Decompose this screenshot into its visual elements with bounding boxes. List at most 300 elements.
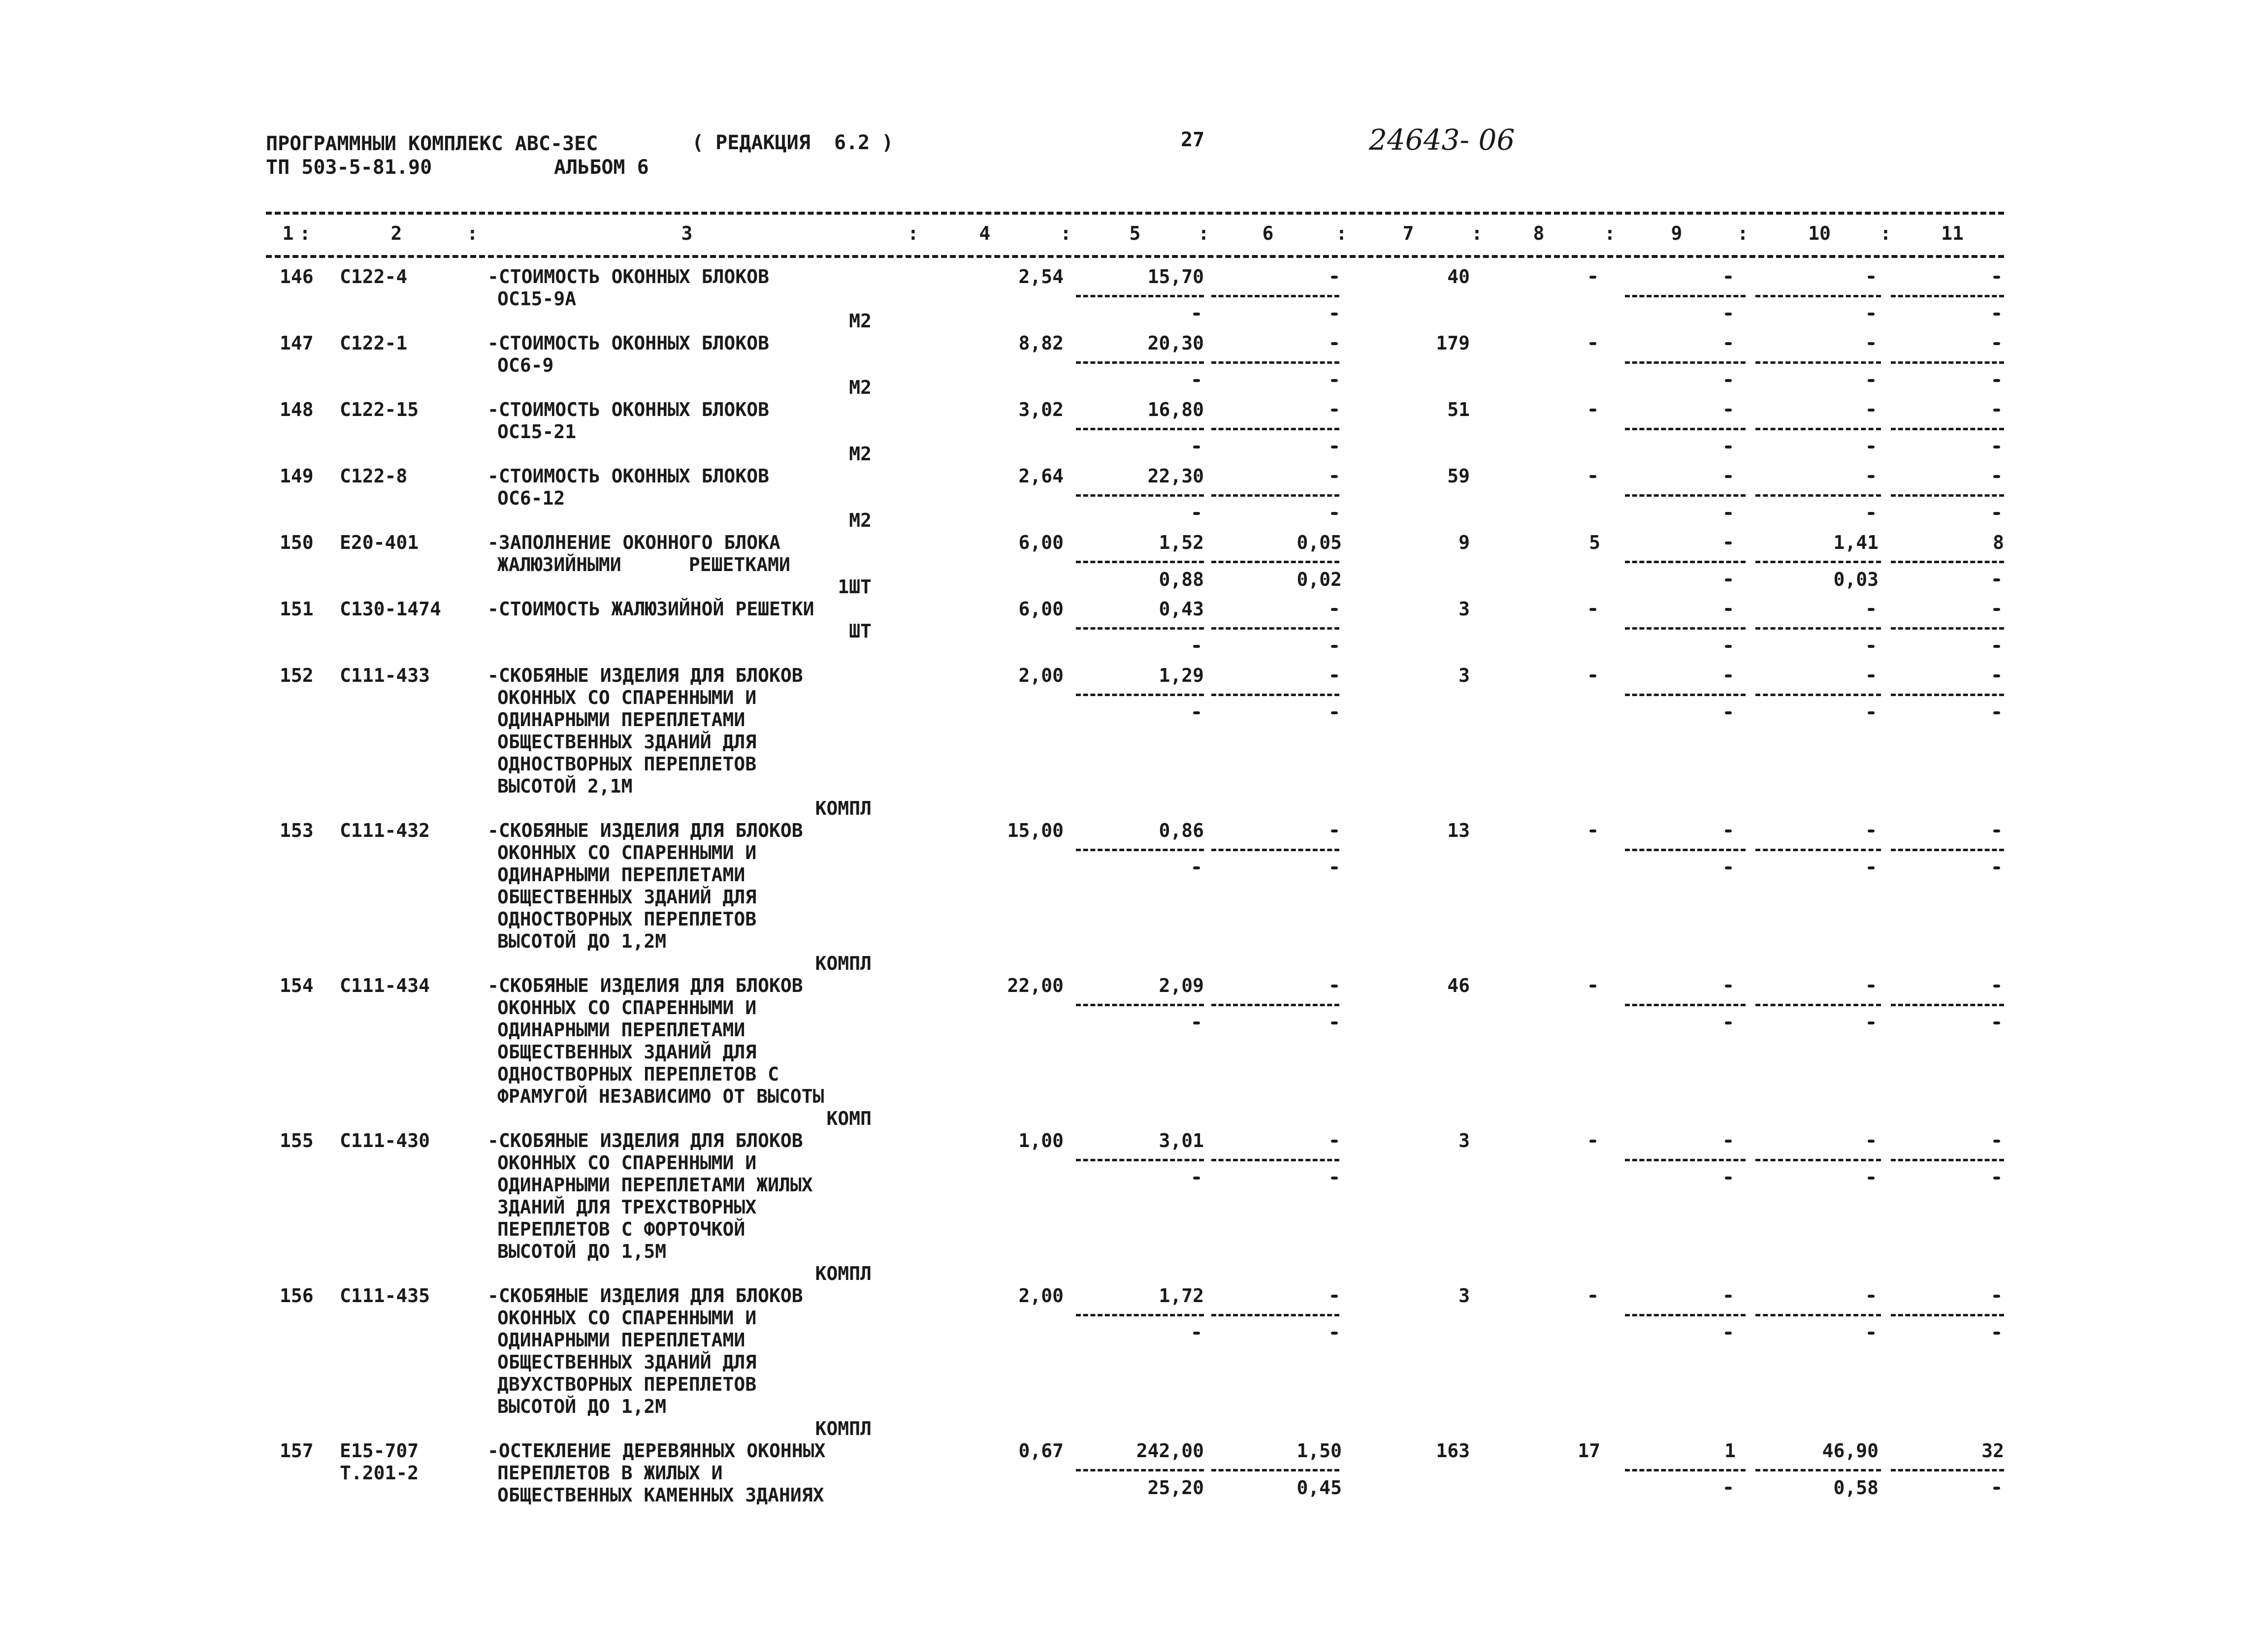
- row-description: -СКОБЯНЫЕ ИЗДЕЛИЯ ДЛЯ БЛОКОВ: [487, 975, 803, 996]
- dash-mark: [1589, 985, 1596, 988]
- dash-mark: [1331, 276, 1338, 279]
- dash-mark: [1725, 276, 1732, 279]
- cell-c11: 8: [1993, 532, 2004, 553]
- cell-rule: [1625, 849, 1746, 851]
- row-description: ОДИНАРНЫМИ ПЕРЕПЛЕТАМИ: [497, 864, 745, 886]
- cell-rule: [1755, 1469, 1881, 1471]
- row-number: 149: [280, 465, 314, 487]
- cell-c5: 1,29: [1159, 665, 1204, 686]
- cell-c7: 40: [1447, 266, 1470, 287]
- row-description: ОКОННЫХ СО СПАРЕННЫМИ И: [497, 1152, 757, 1174]
- cell-rule: [1891, 1469, 2004, 1471]
- column-header-2: 2: [390, 223, 402, 244]
- cell-rule: [1625, 1469, 1746, 1471]
- dash-mark: [1589, 1140, 1596, 1143]
- cell-rule: [1755, 694, 1881, 696]
- row-description: ОКОННЫХ СО СПАРЕННЫМИ И: [497, 842, 757, 863]
- column-separator: :: [1604, 223, 1616, 244]
- cell-c7: 59: [1447, 465, 1470, 487]
- dash-mark: [1993, 409, 2000, 412]
- row-description: ОКОННЫХ СО СПАРЕННЫМИ И: [497, 997, 757, 1019]
- dash-mark: [1331, 645, 1338, 648]
- dash-mark: [1993, 645, 2000, 648]
- row-code: С122-4: [340, 266, 408, 287]
- dash-mark: [1331, 446, 1338, 448]
- cell-rule: [1076, 361, 1204, 364]
- row-description: ОС15-9А: [497, 288, 577, 310]
- row-description: ФРАМУГОЙ НЕЗАВИСИМО ОТ ВЫСОТЫ: [497, 1085, 824, 1107]
- cell-rule: [1891, 561, 2004, 563]
- dash-mark: [1725, 645, 1732, 648]
- cell-c6b: 0,02: [1296, 569, 1342, 590]
- dash-mark: [1725, 1295, 1732, 1298]
- dash-mark: [1331, 379, 1338, 382]
- row-description: -ОСТЕКЛЕНИЕ ДЕРЕВЯННЫХ ОКОННЫХ: [487, 1440, 826, 1462]
- row-code: С122-8: [340, 465, 408, 487]
- dash-mark: [1993, 985, 2000, 988]
- cell-c7: 3: [1458, 598, 1470, 620]
- cell-c5: 242,00: [1136, 1440, 1204, 1462]
- cell-c4: 6,00: [1018, 598, 1064, 620]
- cell-rule: [1211, 849, 1339, 851]
- row-number: 148: [280, 399, 314, 420]
- dash-mark: [1725, 674, 1732, 677]
- dash-mark: [1725, 866, 1732, 869]
- dash-mark: [1868, 475, 1875, 478]
- dash-mark: [1868, 674, 1875, 677]
- cell-rule: [1076, 1469, 1204, 1471]
- cell-c9: 1: [1724, 1440, 1736, 1462]
- cell-rule: [1076, 1314, 1204, 1316]
- dash-mark: [1331, 830, 1338, 832]
- dash-mark: [1993, 512, 2000, 515]
- row-description: -СТОИМОСТЬ ОКОННЫХ БЛОКОВ: [487, 332, 769, 354]
- cell-c6: 1,50: [1296, 1440, 1342, 1462]
- dash-mark: [1331, 342, 1338, 345]
- dash-mark: [1868, 379, 1875, 382]
- row-description: -СКОБЯНЫЕ ИЗДЕЛИЯ ДЛЯ БЛОКОВ: [487, 665, 803, 686]
- cell-rule: [1211, 1159, 1339, 1161]
- cell-c7: 163: [1436, 1440, 1470, 1462]
- dash-mark: [1725, 542, 1732, 544]
- cell-c5: 1,72: [1159, 1285, 1204, 1307]
- cell-rule: [1891, 1004, 2004, 1006]
- cell-c10b: 0,03: [1833, 569, 1879, 590]
- column-header-6: 6: [1262, 223, 1274, 244]
- cell-rule: [1891, 1159, 2004, 1161]
- dash-mark: [1868, 1021, 1875, 1024]
- cell-c6b: 0,45: [1296, 1477, 1342, 1499]
- row-unit: 1ШТ: [838, 576, 872, 598]
- cell-c7: 46: [1447, 975, 1470, 996]
- dash-mark: [1193, 866, 1200, 869]
- dash-mark: [1725, 313, 1732, 316]
- column-header-10: 10: [1808, 223, 1831, 244]
- cell-c10b: 0,58: [1833, 1477, 1879, 1499]
- row-description: -СКОБЯНЫЕ ИЗДЕЛИЯ ДЛЯ БЛОКОВ: [487, 1285, 803, 1307]
- dash-mark: [1589, 674, 1596, 677]
- dash-mark: [1725, 1332, 1732, 1335]
- dash-mark: [1868, 1140, 1875, 1143]
- row-unit: М2: [849, 510, 872, 531]
- row-number: 152: [280, 665, 314, 686]
- row-description: ОКОННЫХ СО СПАРЕННЫМИ И: [497, 687, 757, 708]
- dash-mark: [1589, 276, 1596, 279]
- row-code: С111-434: [340, 975, 430, 996]
- row-code: С111-433: [340, 665, 430, 686]
- cell-c7: 3: [1458, 1130, 1470, 1151]
- column-separator: :: [467, 223, 478, 244]
- dash-mark: [1868, 608, 1875, 611]
- row-unit: М2: [849, 310, 872, 332]
- cell-c5: 1,52: [1159, 532, 1204, 553]
- row-unit: М2: [849, 443, 872, 465]
- cell-c4: 8,82: [1018, 332, 1064, 354]
- dash-mark: [1868, 446, 1875, 448]
- row-description: ОДИНАРНЫМИ ПЕРЕПЛЕТАМИ: [497, 709, 745, 731]
- dash-mark: [1868, 711, 1875, 714]
- row-code: С111-435: [340, 1285, 430, 1307]
- row-code: Т.201-2: [340, 1462, 419, 1484]
- dash-mark: [1725, 446, 1732, 448]
- cell-c4: 2,54: [1018, 266, 1064, 287]
- dash-mark: [1993, 1332, 2000, 1335]
- row-description: ЗДАНИЙ ДЛЯ ТРЕХСТВОРНЫХ: [497, 1196, 757, 1218]
- row-description: ВЫСОТОЙ 2,1М: [497, 775, 633, 797]
- row-description: ВЫСОТОЙ ДО 1,2М: [497, 930, 667, 952]
- dash-mark: [1993, 830, 2000, 832]
- column-separator: :: [1060, 223, 1071, 244]
- row-number: 151: [280, 598, 314, 620]
- column-separator: :: [1471, 223, 1483, 244]
- row-code: С111-432: [340, 820, 430, 841]
- cell-rule: [1076, 295, 1204, 297]
- cell-c4: 2,00: [1018, 1285, 1064, 1307]
- cell-rule: [1891, 627, 2004, 630]
- dash-mark: [1725, 1021, 1732, 1024]
- cell-rule: [1891, 1314, 2004, 1316]
- row-number: 154: [280, 975, 314, 996]
- cell-rule: [1625, 361, 1746, 364]
- dash-mark: [1193, 512, 1200, 515]
- dash-mark: [1331, 1332, 1338, 1335]
- dash-mark: [1868, 1295, 1875, 1298]
- row-description: ОБЩЕСТВЕННЫХ ЗДАНИЙ ДЛЯ: [497, 886, 757, 908]
- dash-mark: [1725, 578, 1732, 581]
- column-header-11: 11: [1941, 223, 1964, 244]
- cell-c7: 13: [1447, 820, 1470, 841]
- dash-mark: [1993, 276, 2000, 279]
- dash-mark: [1193, 1332, 1200, 1335]
- cell-rule: [1076, 428, 1204, 430]
- dash-mark: [1868, 985, 1875, 988]
- dash-mark: [1193, 1021, 1200, 1024]
- row-description: -СТОИМОСТЬ ОКОННЫХ БЛОКОВ: [487, 399, 769, 420]
- row-description: ОБЩЕСТВЕННЫХ КАМЕННЫХ ЗДАНИЯХ: [497, 1484, 824, 1506]
- cell-c4: 15,00: [1007, 820, 1064, 841]
- dash-mark: [1868, 1177, 1875, 1180]
- dash-mark: [1589, 608, 1596, 611]
- dash-mark: [1993, 608, 2000, 611]
- cell-rule: [1625, 1314, 1746, 1316]
- dash-mark: [1868, 313, 1875, 316]
- cell-rule: [1891, 295, 2004, 297]
- cell-rule: [1211, 361, 1339, 364]
- dash-mark: [1331, 1295, 1338, 1298]
- cell-rule: [1076, 1004, 1204, 1006]
- row-description: ДВУХСТВОРНЫХ ПЕРЕПЛЕТОВ: [497, 1373, 757, 1395]
- dash-mark: [1331, 711, 1338, 714]
- dash-mark: [1725, 1487, 1732, 1490]
- column-header-4: 4: [979, 223, 991, 244]
- column-separator: :: [907, 223, 919, 244]
- album-label: АЛЬБОМ 6: [554, 156, 649, 179]
- row-number: 146: [280, 266, 314, 287]
- dash-mark: [1868, 512, 1875, 515]
- dash-mark: [1725, 830, 1732, 832]
- dash-mark: [1193, 446, 1200, 448]
- cell-c5: 20,30: [1147, 332, 1204, 354]
- row-number: 153: [280, 820, 314, 841]
- cell-c8: 5: [1589, 532, 1600, 553]
- dash-mark: [1868, 866, 1875, 869]
- cell-rule: [1891, 694, 2004, 696]
- row-code: Е15-707: [340, 1440, 419, 1462]
- cell-rule: [1211, 561, 1339, 563]
- dash-mark: [1193, 711, 1200, 714]
- dash-mark: [1331, 409, 1338, 412]
- row-number: 147: [280, 332, 314, 354]
- dash-mark: [1589, 830, 1596, 832]
- row-description: -СКОБЯНЫЕ ИЗДЕЛИЯ ДЛЯ БЛОКОВ: [487, 820, 803, 841]
- dash-mark: [1993, 1295, 2000, 1298]
- dash-mark: [1868, 1332, 1875, 1335]
- cell-rule: [1755, 1159, 1881, 1161]
- dash-mark: [1193, 1177, 1200, 1180]
- row-number: 157: [280, 1440, 314, 1462]
- row-unit: КОМПЛ: [815, 798, 872, 819]
- row-unit: КОМП: [826, 1108, 872, 1129]
- table-header-rule: [266, 255, 2004, 258]
- column-header-7: 7: [1402, 223, 1414, 244]
- column-separator: :: [1336, 223, 1347, 244]
- dash-mark: [1331, 674, 1338, 677]
- cell-c4: 0,67: [1018, 1440, 1064, 1462]
- cell-c4: 1,00: [1018, 1130, 1064, 1151]
- dash-mark: [1331, 866, 1338, 869]
- cell-rule: [1211, 627, 1339, 630]
- edition-label: ( РЕДАКЦИЯ 6.2 ): [692, 131, 894, 154]
- cell-rule: [1076, 561, 1204, 563]
- project-code: ТП 503-5-81.90: [266, 156, 432, 179]
- row-code: С122-15: [340, 399, 419, 420]
- row-description: ВЫСОТОЙ ДО 1,5М: [497, 1241, 667, 1262]
- dash-mark: [1725, 1140, 1732, 1143]
- dash-mark: [1993, 866, 2000, 869]
- cell-rule: [1625, 627, 1746, 630]
- cell-c4: 2,64: [1018, 465, 1064, 487]
- dash-mark: [1725, 711, 1732, 714]
- cell-rule: [1211, 1314, 1339, 1316]
- cell-rule: [1211, 694, 1339, 696]
- cell-rule: [1625, 428, 1746, 430]
- cell-c5: 22,30: [1147, 465, 1204, 487]
- row-description: -ЗАПОЛНЕНИЕ ОКОННОГО БЛОКА: [487, 532, 780, 553]
- cell-c6: 0,05: [1296, 532, 1342, 553]
- cell-c7: 3: [1458, 665, 1470, 686]
- cell-rule: [1891, 849, 2004, 851]
- cell-rule: [1755, 561, 1881, 563]
- column-separator: :: [299, 223, 311, 244]
- dash-mark: [1993, 1177, 2000, 1180]
- cell-rule: [1755, 849, 1881, 851]
- dash-mark: [1725, 342, 1732, 345]
- cell-rule: [1755, 1004, 1881, 1006]
- cell-c5: 3,01: [1159, 1130, 1204, 1151]
- column-separator: :: [1880, 223, 1891, 244]
- dash-mark: [1589, 475, 1596, 478]
- column-separator: :: [1737, 223, 1749, 244]
- row-unit: М2: [849, 377, 872, 398]
- dash-mark: [1993, 342, 2000, 345]
- row-description: ОС6-9: [497, 354, 554, 376]
- row-number: 155: [280, 1130, 314, 1151]
- row-description: ОС6-12: [497, 487, 565, 509]
- cell-rule: [1625, 1004, 1746, 1006]
- cell-c5: 15,70: [1147, 266, 1204, 287]
- dash-mark: [1993, 313, 2000, 316]
- cell-rule: [1625, 494, 1746, 497]
- dash-mark: [1589, 1295, 1596, 1298]
- cell-c4: 3,02: [1018, 399, 1064, 420]
- dash-mark: [1993, 674, 2000, 677]
- row-description: ОДНОСТВОРНЫХ ПЕРЕПЛЕТОВ: [497, 908, 757, 930]
- dash-mark: [1725, 409, 1732, 412]
- row-description: -СТОИМОСТЬ ОКОННЫХ БЛОКОВ: [487, 465, 769, 487]
- cell-rule: [1076, 849, 1204, 851]
- handwritten-code: 24643- 06: [1369, 123, 1515, 157]
- dash-mark: [1725, 985, 1732, 988]
- dash-mark: [1725, 379, 1732, 382]
- dash-mark: [1993, 1021, 2000, 1024]
- row-description: ОДНОСТВОРНЫХ ПЕРЕПЛЕТОВ С: [497, 1063, 779, 1085]
- row-description: ОБЩЕСТВЕННЫХ ЗДАНИЙ ДЛЯ: [497, 1351, 757, 1373]
- cell-rule: [1625, 295, 1746, 297]
- column-separator: :: [1198, 223, 1209, 244]
- cell-rule: [1625, 561, 1746, 563]
- cell-rule: [1755, 361, 1881, 364]
- row-code: С130-1474: [340, 598, 441, 620]
- cell-rule: [1211, 1004, 1339, 1006]
- dash-mark: [1868, 409, 1875, 412]
- cell-c7: 3: [1458, 1285, 1470, 1307]
- cell-c8: 17: [1578, 1440, 1600, 1462]
- cell-rule: [1076, 694, 1204, 696]
- dash-mark: [1331, 985, 1338, 988]
- row-number: 150: [280, 532, 314, 553]
- cell-rule: [1891, 428, 2004, 430]
- cell-rule: [1076, 1159, 1204, 1161]
- row-unit: КОМПЛ: [815, 1418, 872, 1439]
- dash-mark: [1725, 1177, 1732, 1180]
- cell-c10: 1,41: [1833, 532, 1879, 553]
- dash-mark: [1725, 608, 1732, 611]
- row-description: -СТОИМОСТЬ ОКОННЫХ БЛОКОВ: [487, 266, 769, 287]
- cell-rule: [1625, 694, 1746, 696]
- row-description: ЖАЛЮЗИЙНЫМИ РЕШЕТКАМИ: [497, 554, 790, 575]
- row-description: ПЕРЕПЛЕТОВ В ЖИЛЫХ И: [497, 1462, 723, 1484]
- column-header-3: 3: [681, 223, 693, 244]
- cell-c5b: 25,20: [1147, 1477, 1204, 1499]
- column-header-9: 9: [1671, 223, 1683, 244]
- cell-rule: [1891, 361, 2004, 364]
- cell-rule: [1211, 295, 1339, 297]
- cell-rule: [1211, 494, 1339, 497]
- dash-mark: [1993, 446, 2000, 448]
- program-title: ПРОГРАММНЫИ КОМПЛЕКС АВС-3ЕС: [266, 132, 598, 155]
- row-description: ВЫСОТОЙ ДО 1,2М: [497, 1396, 667, 1417]
- cell-rule: [1755, 627, 1881, 630]
- cell-rule: [1891, 494, 2004, 497]
- row-code: С122-1: [340, 332, 408, 354]
- cell-c11: 32: [1981, 1440, 2004, 1462]
- dash-mark: [1725, 475, 1732, 478]
- cell-c5: 0,86: [1159, 820, 1204, 841]
- dash-mark: [1725, 512, 1732, 515]
- table-top-rule: [266, 212, 2004, 215]
- dash-mark: [1993, 578, 2000, 581]
- dash-mark: [1331, 1140, 1338, 1143]
- cell-c7: 179: [1436, 332, 1470, 354]
- row-code: Е20-401: [340, 532, 419, 553]
- dash-mark: [1993, 475, 2000, 478]
- page-number: 27: [1181, 128, 1205, 151]
- column-header-8: 8: [1533, 223, 1545, 244]
- row-description: ПЕРЕПЛЕТОВ С ФОРТОЧКОЙ: [497, 1218, 745, 1240]
- column-header-1: 1: [282, 223, 294, 244]
- dash-mark: [1193, 379, 1200, 382]
- row-description: ОБЩЕСТВЕННЫХ ЗДАНИЙ ДЛЯ: [497, 1041, 757, 1063]
- row-description: -СКОБЯНЫЕ ИЗДЕЛИЯ ДЛЯ БЛОКОВ: [487, 1130, 803, 1151]
- cell-c7: 51: [1447, 399, 1470, 420]
- cell-c4: 2,00: [1018, 665, 1064, 686]
- cell-rule: [1755, 428, 1881, 430]
- row-number: 156: [280, 1285, 314, 1307]
- cell-rule: [1211, 428, 1339, 430]
- dash-mark: [1868, 342, 1875, 345]
- cell-rule: [1755, 1314, 1881, 1316]
- cell-rule: [1625, 1159, 1746, 1161]
- dash-mark: [1868, 830, 1875, 832]
- cell-c5b: 0,88: [1159, 569, 1204, 590]
- row-description: ОДИНАРНЫМИ ПЕРЕПЛЕТАМИ: [497, 1329, 745, 1351]
- dash-mark: [1331, 512, 1338, 515]
- row-description: ОДИНАРНЫМИ ПЕРЕПЛЕТАМИ ЖИЛЫХ: [497, 1174, 813, 1196]
- cell-rule: [1076, 627, 1204, 630]
- cell-c5: 2,09: [1159, 975, 1204, 996]
- dash-mark: [1868, 276, 1875, 279]
- row-description: -СТОИМОСТЬ ЖАЛЮЗИЙНОЙ РЕШЕТКИ: [487, 598, 814, 620]
- dash-mark: [1331, 313, 1338, 316]
- dash-mark: [1993, 379, 2000, 382]
- dash-mark: [1331, 1021, 1338, 1024]
- row-description: ОДНОСТВОРНЫХ ПЕРЕПЛЕТОВ: [497, 753, 757, 775]
- dash-mark: [1589, 342, 1596, 345]
- cell-c4: 6,00: [1018, 532, 1064, 553]
- row-unit: ШТ: [849, 620, 872, 642]
- row-unit: КОМПЛ: [815, 1263, 872, 1284]
- dash-mark: [1993, 711, 2000, 714]
